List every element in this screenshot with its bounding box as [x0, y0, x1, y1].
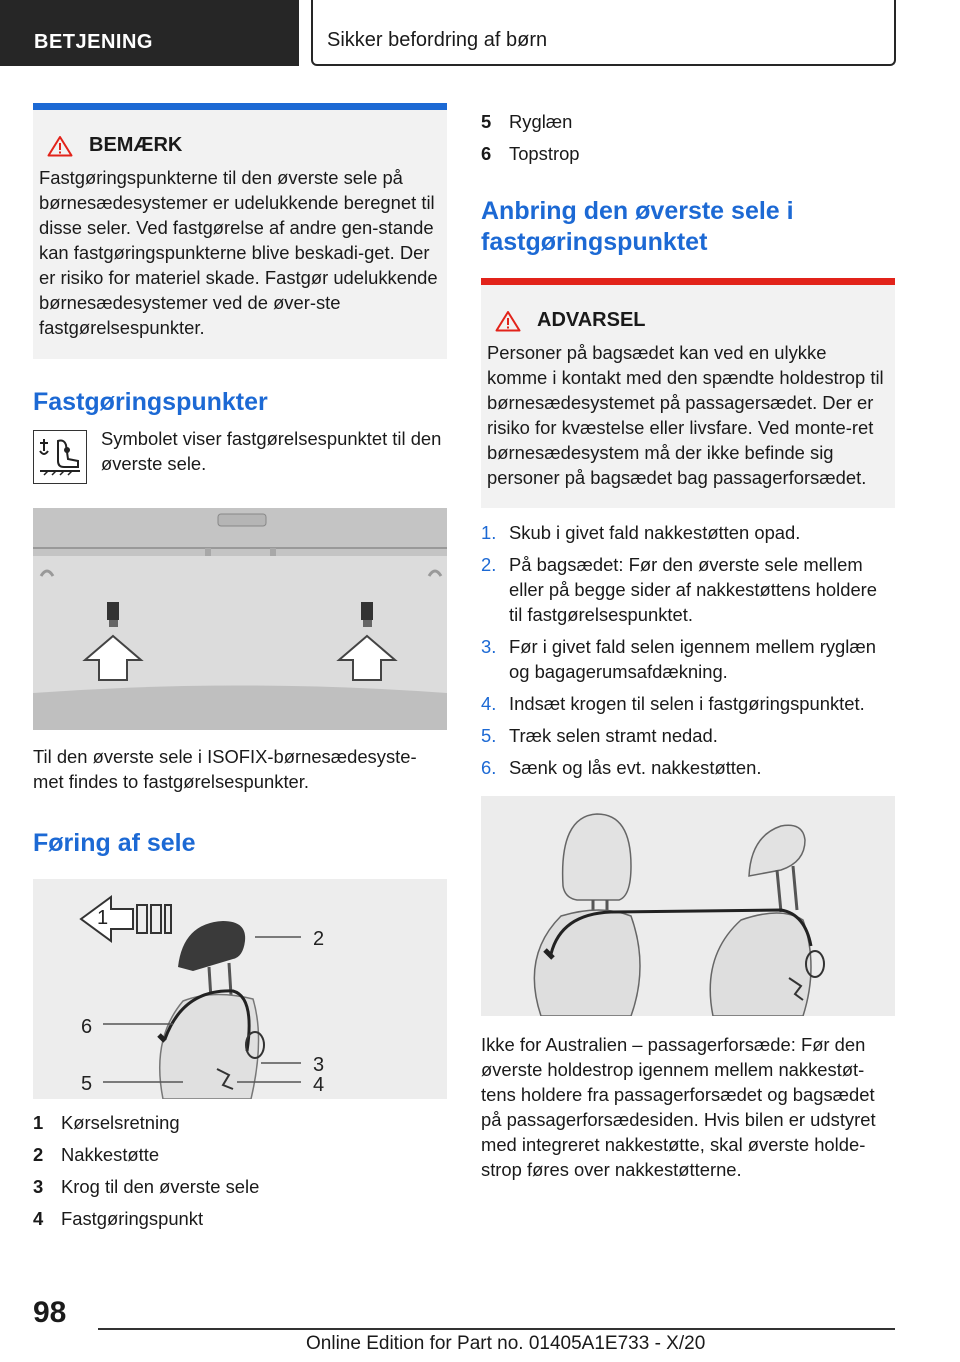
step-item: 3. Før i givet fald selen igennem mellem ryglæn og bagagerumsafdækning. — [481, 636, 876, 682]
legend-item: 1 Kørselsretning — [33, 1112, 180, 1133]
left-column — [33, 103, 447, 1235]
anchor-caption: Til den øverste sele i ISOFIX-børnesædesyste-met findes to fastgørelsespunkter. — [33, 746, 417, 792]
legend-list-right — [481, 106, 895, 170]
closing-paragraph: Ikke for Australien – passagerforsæde: Før den øverste holdestrop igennem mellem nakkestøt-tens holdere fra passagerforsædet og bagsædet på passagerforsædesiden. Hvis bilen er udstyret med integreret nakkestøtte, skal øverste holde-strop føres over nakkestøtterne. — [481, 1034, 876, 1180]
note-title-row — [39, 134, 439, 157]
note-box — [33, 103, 447, 359]
footer-divider — [98, 1328, 895, 1330]
step-item: 1. Skub i givet fald nakkestøtten opad. — [481, 522, 801, 543]
anchor-heading: Fastgøringspunkter — [33, 388, 268, 416]
warning-title-row — [487, 309, 887, 332]
legend-item: 2 Nakkestøtte — [33, 1144, 160, 1165]
note-title: BEMÆRK — [89, 134, 183, 156]
page-number: 98 — [33, 1296, 67, 1329]
legend-list-left — [33, 1107, 447, 1235]
figure-label-1: 1 — [97, 907, 109, 929]
warning-box — [481, 278, 895, 508]
figure-label-3: 3 — [313, 1054, 325, 1076]
footer-edition: Online Edition for Part no. 01405A1E733 - X/20 — [306, 1333, 706, 1354]
note-text: Fastgøringspunkterne til den øverste sele på børnesædesystemer er udelukkende beregnet til disse seler. Ved fastgørelse af andre gen-stande kan fastgøringspunkterne blive beskadi-get. Der er risiko for materiel skade. Fastgør udelukkende børnesædesystemer ved de øver-ste fastgørelsespunkter. — [39, 167, 438, 338]
attach-heading: Anbring den øverste sele i fastgøringspunktet — [481, 197, 794, 256]
chapter-tab: Sikker befordring af børn — [311, 0, 896, 66]
headrest-strap-figure — [481, 796, 895, 1016]
step-item: 2. På bagsædet: Før den øverste sele mellem eller på begge sider af nakkestøttens holdere til fastgørelsespunktet. — [481, 554, 878, 625]
warning-title: ADVARSEL — [537, 309, 646, 331]
warning-triangle-icon — [495, 310, 521, 332]
legend-item: 4 Fastgøringspunkt — [33, 1208, 204, 1229]
warning-text: Personer på bagsædet kan ved en ulykke komme i kontakt med den spændte holdestrop til børnesædesystemet på passagersædet. Der er risiko for kvæstelse eller livsfare. Ved monte-ret børnesædesystem må der ikke befinde sig personer på bagsædet bag passagerforsædet. — [487, 342, 884, 488]
warning-triangle-icon — [47, 135, 73, 157]
routing-heading: Føring af sele — [33, 829, 196, 857]
figure-label-4: 4 — [313, 1074, 325, 1096]
legend-item: 3 Krog til den øverste sele — [33, 1176, 260, 1197]
page-header — [0, 0, 960, 66]
legend-item: 6 Topstrop — [481, 143, 580, 164]
figure-label-6: 6 — [81, 1016, 93, 1038]
step-item: 6. Sænk og lås evt. nakkestøtten. — [481, 757, 762, 778]
right-column — [481, 106, 895, 1182]
steps-list — [481, 520, 895, 780]
step-item: 5. Træk selen stramt nedad. — [481, 725, 718, 746]
figure-label-5: 5 — [81, 1073, 93, 1095]
strap-routing-figure — [33, 879, 447, 1099]
legend-item: 5 Ryglæn — [481, 111, 573, 132]
section-tab: BETJENING — [0, 0, 299, 66]
step-item: 4. Indsæt krogen til selen i fastgøringspunktet. — [481, 693, 865, 714]
symbol-description: Symbolet viser fastgørelsespunktet til den øverste sele. — [101, 428, 442, 474]
figure-label-2: 2 — [313, 928, 325, 950]
anchor-points-figure — [33, 508, 447, 730]
symbol-row — [33, 426, 447, 484]
isofix-tether-symbol-icon — [33, 430, 87, 484]
